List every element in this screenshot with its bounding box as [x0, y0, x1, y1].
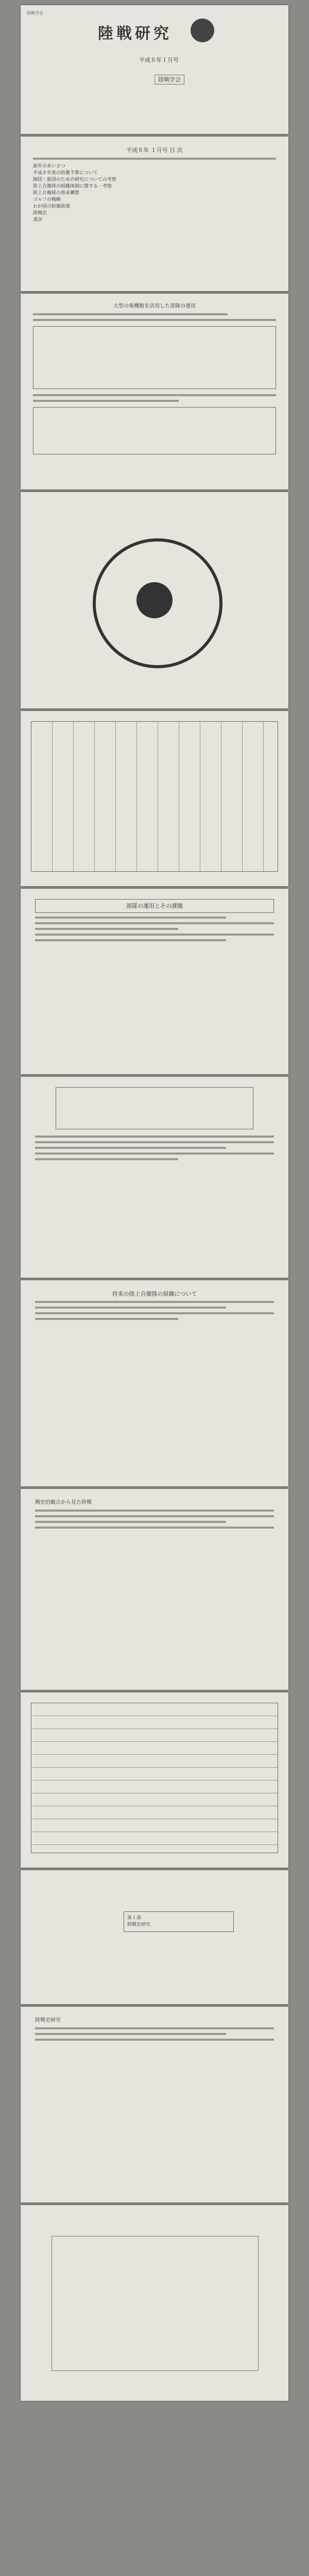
article-page — [21, 1280, 288, 1486]
cover-page — [21, 5, 288, 134]
emblem-icon — [191, 19, 214, 42]
text-line — [35, 1527, 274, 1529]
article-heading: 戦史的観点から見た陸戦 — [35, 1500, 92, 1505]
text-line — [35, 917, 226, 919]
toc-entry: 陸上自衛隊の将来構想 — [33, 191, 80, 196]
text-line — [35, 1318, 178, 1320]
text-line — [35, 2027, 274, 2029]
text-page — [21, 1489, 288, 1690]
article-heading: 大型の重機類を活用した部隊の運用 — [113, 303, 196, 309]
text-page — [21, 2007, 288, 2202]
text-line — [35, 1136, 274, 1138]
article-heading: 陸戦史研究 — [35, 2018, 61, 2023]
journal-masthead: 陸戦学会 — [27, 11, 43, 15]
text-line — [35, 928, 178, 930]
toc-rule — [33, 158, 276, 160]
chapter-box — [124, 1911, 234, 1932]
text-page — [21, 1077, 288, 1278]
map-drawing — [52, 2236, 259, 2371]
text-line — [35, 934, 274, 936]
text-line — [35, 1307, 226, 1309]
text-line — [35, 1153, 274, 1155]
chapter-subtitle: 陸戦史研究 — [127, 1922, 151, 1927]
article-heading: 部隊の運用とその課題 — [35, 899, 274, 913]
journal-title: 陸戦研究 — [98, 25, 172, 43]
chapter-title: 第１部 — [127, 1916, 142, 1921]
map-page — [21, 2205, 288, 2401]
publisher-label: 陸戦学会 — [154, 75, 184, 84]
text-line — [35, 1312, 274, 1314]
emblem-icon — [136, 582, 173, 618]
text-line — [35, 1158, 178, 1160]
toc-entry: 師団・旅団のための研究についての考察 — [33, 177, 116, 182]
toc-entry: ゴルフの戦略 — [33, 197, 61, 202]
text-line — [35, 922, 274, 924]
data-table — [31, 1703, 278, 1853]
text-line — [33, 394, 276, 396]
diagram-box — [33, 326, 276, 389]
diagram-box — [56, 1087, 253, 1129]
table-page — [21, 1692, 288, 1868]
toc-entry: 新年のあいさつ — [33, 164, 66, 169]
toc-header: 平成８年 １月号 目 次 — [126, 147, 183, 154]
text-line — [35, 1510, 274, 1512]
text-line — [35, 2033, 226, 2035]
toc-page — [21, 137, 288, 291]
text-line — [35, 1521, 226, 1523]
text-line — [35, 1515, 274, 1517]
diagram-page — [21, 492, 288, 708]
chapter-page — [21, 1870, 288, 2004]
toc-entry: 平成８年度の防衛予算について — [33, 171, 98, 176]
grid-page — [21, 711, 288, 886]
toc-entry: 陸上自衛隊の組織体制に関する一考察 — [33, 184, 112, 189]
toc-entry: 陸戦史 — [33, 211, 47, 216]
schedule-grid — [31, 721, 278, 872]
text-line — [33, 400, 179, 402]
issue-label: 平成８年１月号 — [139, 57, 179, 63]
text-line — [33, 313, 228, 315]
text-line — [35, 1147, 226, 1149]
toc-entry: わが国の防衛政策 — [33, 204, 71, 209]
article-page — [21, 889, 288, 1074]
text-line — [35, 939, 226, 941]
article-heading: 将来の陸上自衛隊の組織について — [112, 1291, 197, 1297]
article-page — [21, 294, 288, 489]
diagram-box — [33, 407, 276, 454]
text-line — [35, 2039, 274, 2041]
toc-entry: 書評 — [33, 217, 43, 223]
text-line — [35, 1301, 274, 1303]
text-line — [35, 1141, 274, 1143]
text-line — [33, 319, 276, 321]
